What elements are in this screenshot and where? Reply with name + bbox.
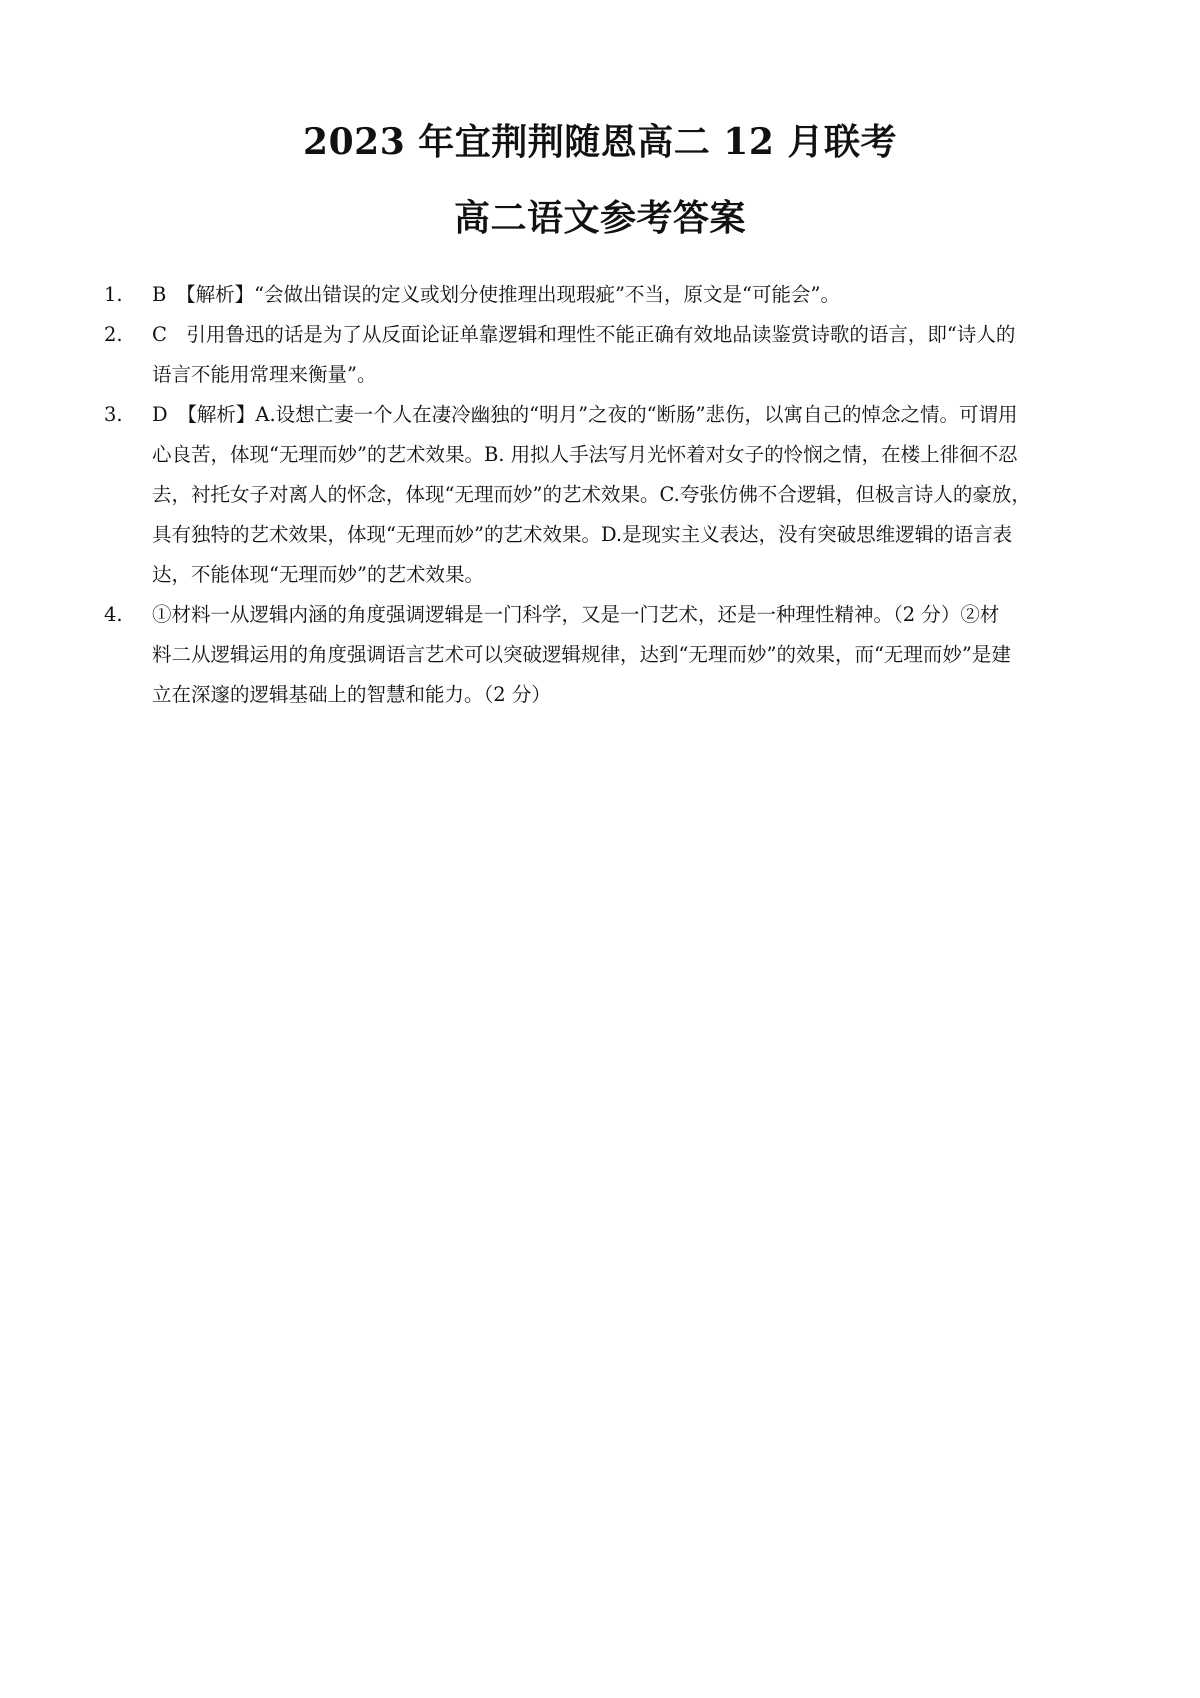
answer-item-3 bbox=[104, 395, 1104, 595]
answer-line: B 【解析】“会做出错误的定义或划分使推理出现瑕疵”不当，原文是“可能会”。 bbox=[152, 283, 840, 306]
answer-item-4 bbox=[104, 595, 1104, 715]
answer-line: 心良苦，体现“无理而妙”的艺术效果。B. 用拟人手法写月光怀着对女子的怜悯之情，在楼上徘徊不忍 bbox=[152, 443, 1018, 466]
answer-line: 达，不能体现“无理而妙”的艺术效果。 bbox=[152, 563, 484, 586]
title-line-2: 高二语文参考答案 bbox=[453, 197, 746, 239]
answer-number: 1. bbox=[104, 283, 123, 306]
answer-list bbox=[104, 275, 1104, 719]
answer-line: 语言不能用常理来衡量”。 bbox=[152, 363, 377, 386]
answer-line: ①材料一从逻辑内涵的角度强调逻辑是一门科学，又是一门艺术，还是一种理性精神。（2 分）②材 bbox=[152, 603, 1000, 626]
answer-line: C 引用鲁迅的话是为了从反面论证单靠逻辑和理性不能正确有效地品读鉴赏诗歌的语言，即“诗人的 bbox=[152, 323, 1016, 346]
answer-item-1 bbox=[104, 275, 1104, 315]
answer-number: 2. bbox=[104, 323, 123, 346]
answer-number: 4. bbox=[104, 603, 123, 626]
answer-number: 3. bbox=[104, 403, 123, 426]
answer-line: 料二从逻辑运用的角度强调语言艺术可以突破逻辑规律，达到“无理而妙”的效果，而“无理而妙”是建 bbox=[152, 643, 1011, 666]
title-line-1: 2023 年宜荆荆随恩高二 12 月联考 bbox=[303, 121, 897, 163]
answer-item-2 bbox=[104, 315, 1104, 395]
answer-line: 去，衬托女子对离人的怀念，体现“无理而妙”的艺术效果。C.夸张仿佛不合逻辑，但极言诗人的豪放， bbox=[152, 483, 1031, 506]
answer-line: 立在深邃的逻辑基础上的智慧和能力。（2 分） bbox=[152, 683, 551, 706]
answer-line: 具有独特的艺术效果，体现“无理而妙”的艺术效果。D.是现实主义表达，没有突破思维逻辑的语言表 bbox=[152, 523, 1013, 546]
document-title bbox=[0, 122, 1200, 238]
answer-line: D 【解析】A.设想亡妻一个人在凄冷幽独的“明月”之夜的“断肠”悲伤，以寓自己的悼念之情。可谓用 bbox=[152, 403, 1018, 426]
